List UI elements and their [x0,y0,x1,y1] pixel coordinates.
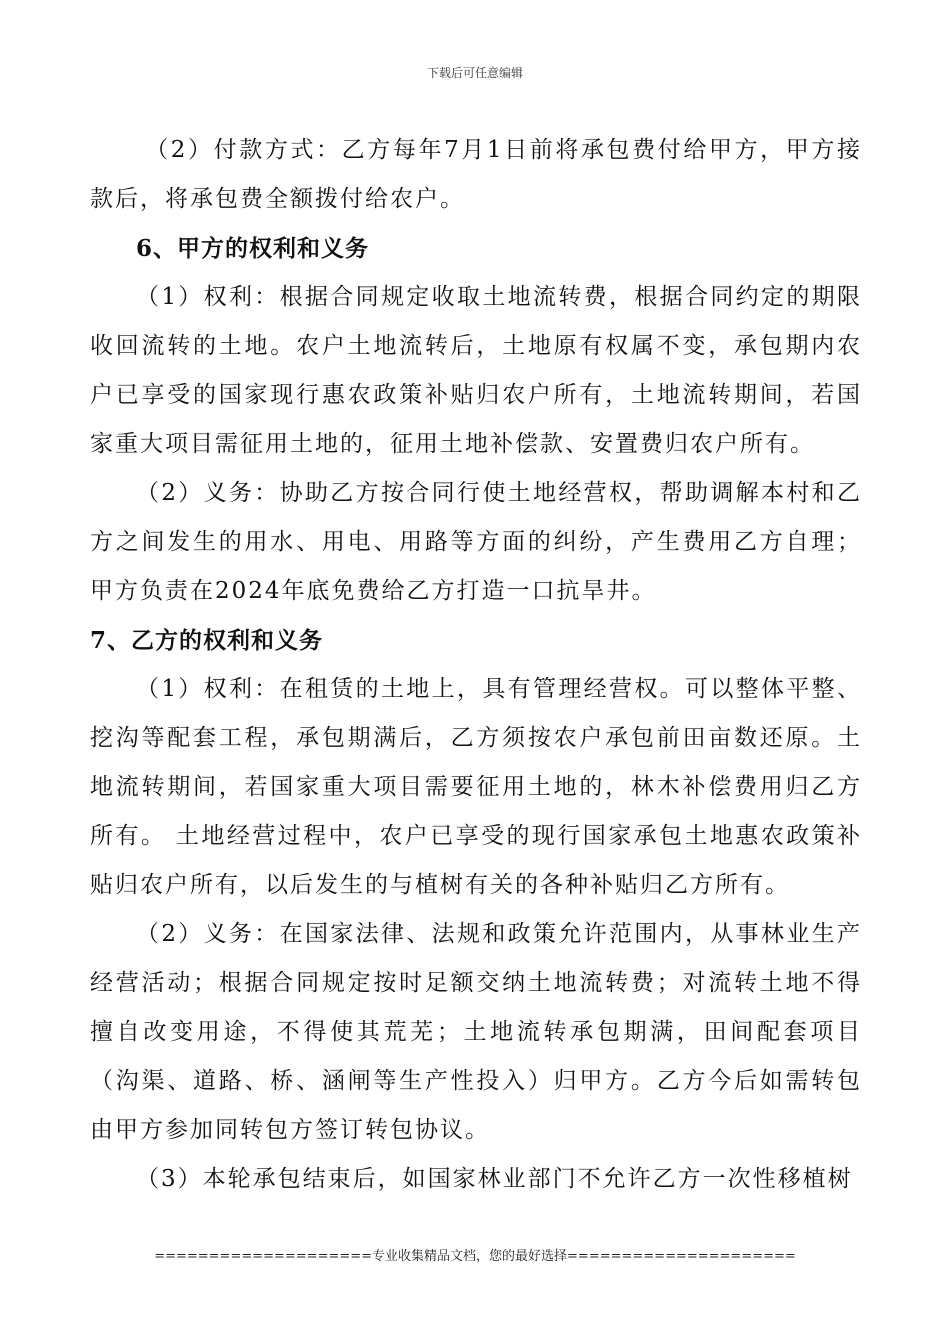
paragraph-party-b-obligations: （2）义务：在国家法律、法规和政策允许范围内，从事林业生产经营活动；根据合同规定按时足额交纳土地流转费；对流转土地不得擅自改变用途，不得使其荒芜；土地流转承包期满，田间配套项目（沟渠、道路、桥、涵闸等生产性投入）归甲方。乙方今后如需转包由甲方参加同转包方签订转包协议。 [90,921,862,1143]
heading-party-a-rights: 6、甲方的权利和义务 [136,235,370,262]
page-footer: ====================专业收集精品文档，您的最好选择===================== [154,1249,796,1264]
paragraph-party-a-obligations: （2）义务：协助乙方按合同行使土地经营权，帮助调解本村和乙方之间发生的用水、用电、用路等方面的纠纷，产生费用乙方自理；甲方负责在2024年底免费给乙方打造一口抗旱井。 [90,480,862,604]
paragraph-payment-method: （2）付款方式：乙方每年7月1日前将承包费付给甲方，甲方接款后，将承包费全额拨付给农户。 [90,137,862,212]
heading-party-b-rights: 7、乙方的权利和义务 [90,627,324,654]
document-body [90,126,862,1204]
paragraph-contract-end: （3）本轮承包结束后，如国家林业部门不允许乙方一次性移植树 [136,1166,853,1192]
paragraph-party-a-rights: （1）权利：根据合同规定收取土地流转费，根据合同约定的期限收回流转的土地。农户土地流转后，土地原有权属不变，承包期内农户已享受的国家现行惠农政策补贴归农户所有，土地流转期间，若国家重大项目需征用土地的，征用土地补偿款、安置费归农户所有。 [90,284,862,457]
paragraph-party-b-rights: （1）权利：在租赁的土地上，具有管理经营权。可以整体平整、挖沟等配套工程，承包期满后，乙方须按农户承包前田亩数还原。土地流转期间，若国家重大项目需要征用土地的，林木补偿费用归乙方所有。 土地经营过程中，农户已享受的现行国家承包土地惠农政策补贴归农户所有，以后发生的与植树有关的各种补贴归乙方所有。 [90,676,862,898]
page-header: 下载后可任意编辑 [426,66,523,80]
